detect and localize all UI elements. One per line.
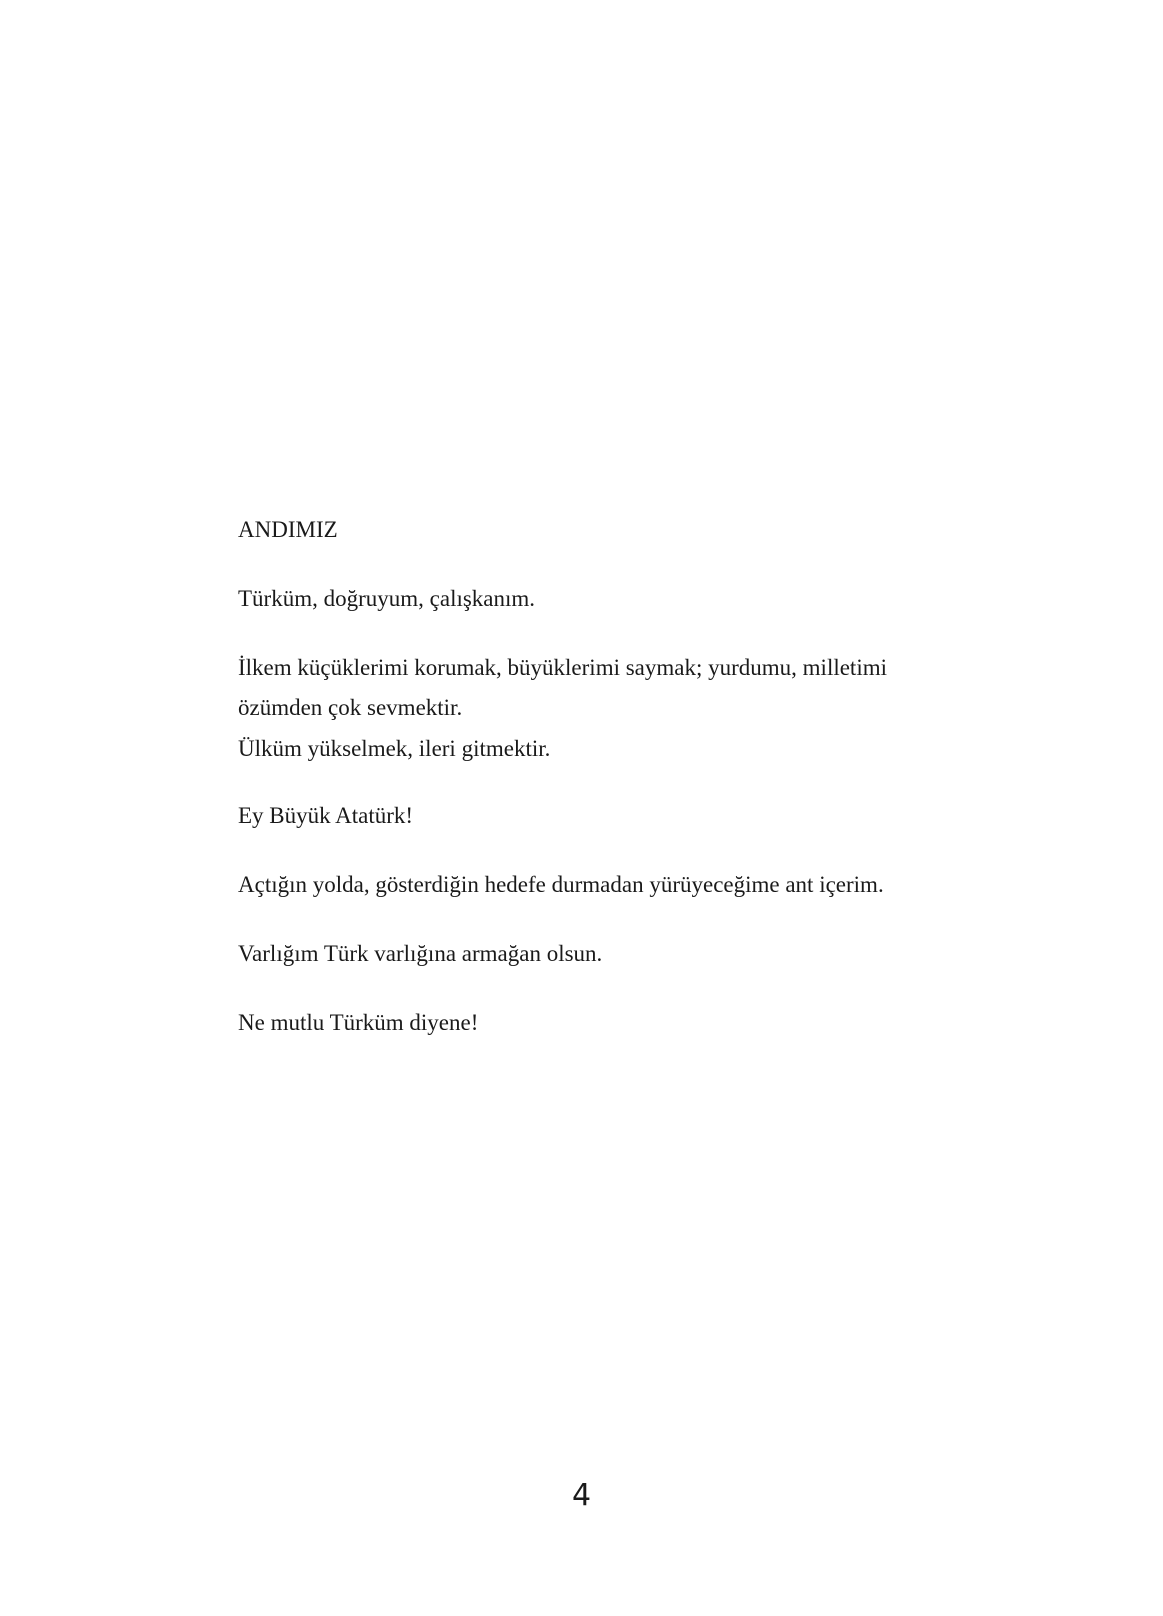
- document-title: ANDIMIZ: [238, 517, 338, 542]
- page-number: 4: [571, 1478, 592, 1513]
- oath-line-3: özümden çok sevmektir.: [238, 695, 463, 720]
- oath-line-1: Türküm, doğruyum, çalışkanım.: [238, 586, 536, 611]
- oath-line-8: Ne mutlu Türküm diyene!: [238, 1010, 479, 1035]
- oath-line-5: Ey Büyük Atatürk!: [238, 803, 414, 828]
- oath-line-4: Ülküm yükselmek, ileri gitmektir.: [238, 736, 551, 761]
- oath-line-6: Açtığın yolda, gösterdiğin hedefe durmadan yürüyeceğime ant içerim.: [238, 872, 884, 897]
- oath-line-7: Varlığım Türk varlığına armağan olsun.: [238, 941, 603, 966]
- oath-line-2: İlkem küçüklerimi korumak, büyüklerimi saymak; yurdumu, milletimi: [238, 655, 887, 680]
